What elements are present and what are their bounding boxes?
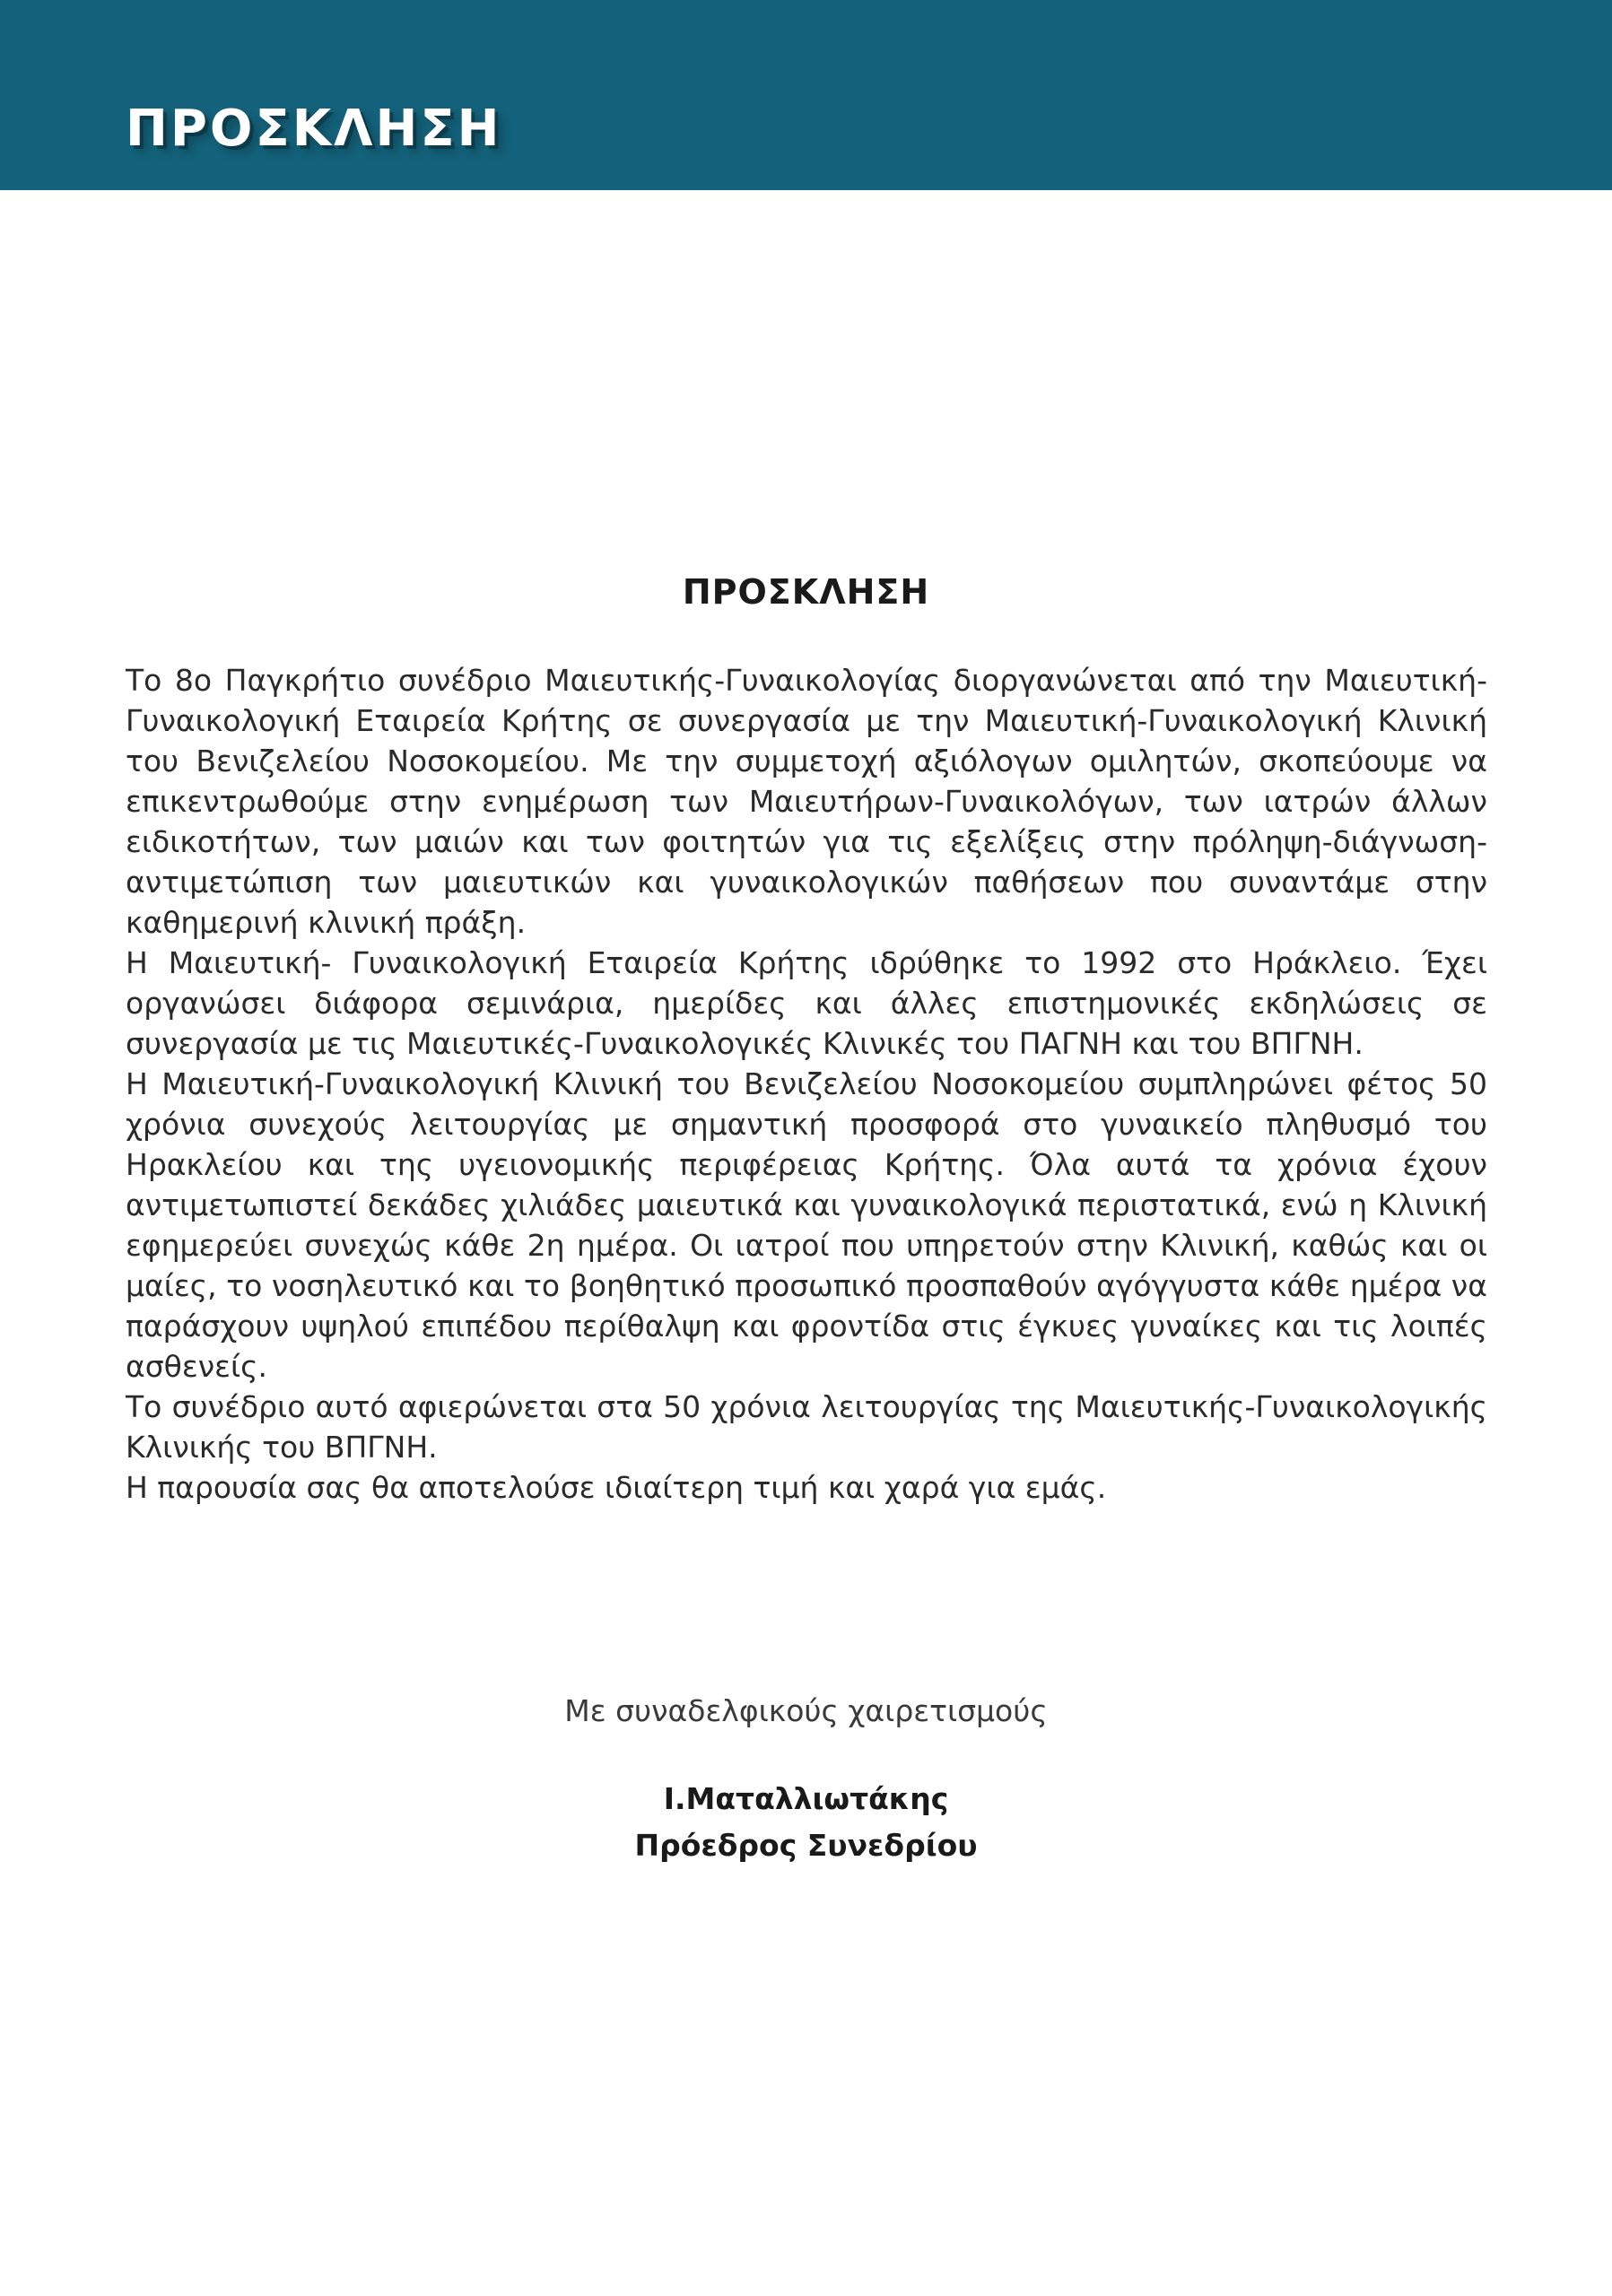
signer-role: Πρόεδρος Συνεδρίου <box>634 1828 978 1863</box>
signature-block <box>0 1776 1612 1869</box>
body-paragraph: Η παρουσία σας θα αποτελούσε ιδιαίτερη τιμή και χαρά για εμάς. <box>126 1470 1107 1505</box>
body-paragraph: Το 8ο Παγκρήτιο συνέδριο Μαιευτικής-Γυναικολογίας διοργανώνεται από την Μαιευτική-Γυναικολογική Εταιρεία Κρήτης σε συνεργασία με την Μαιευτική-Γυναικολογική Κλινική του Βενιζελείου Νοσοκομείου. Με την συμμετοχή αξιόλογων ομιλητών, σκοπεύουμε να επικεντρωθούμε στην ενημέρωση των Μαιευτήρων-Γυναικολόγων, των ιατρών άλλων ειδικοτήτων, των μαιών και των φοιτητών για τις εξελίξεις στην πρόληψη-διάγνωση-αντιμετώπιση των μαιευτικών και γυναικολογικών παθήσεων που συναντάμε στην καθημερινή κλινική πράξη. <box>126 663 1487 940</box>
body-paragraph: Η Μαιευτική-Γυναικολογική Κλινική του Βενιζελείου Νοσοκομείου συμπληρώνει φέτος 50 χρόνια συνεχούς λειτουργίας με σημαντική προσφορά στο γυναικείο πληθυσμό του Ηρακλείου και της υγειονομικής περιφέρειας Κρήτης. Όλα αυτά τα χρόνια έχουν αντιμετωπιστεί δεκάδες χιλιάδες μαιευτικά και γυναικολογικά περιστατικά, ενώ η Κλινική εφημερεύει συνεχώς κάθε 2η ημέρα. Οι ιατροί που υπηρετούν στην Κλινική, καθώς και οι μαίες, το νοσηλευτικό και το βοηθητικό προσωπικό προσπαθούν αγόγγυστα κάθε ημέρα να παράσχουν υψηλού επιπέδου περίθαλψη και φροντίδα στις έγκυες γυναίκες και τις λοιπές ασθενείς. <box>126 1066 1487 1384</box>
document-title: ΠΡΟΣΚΛΗΣΗ <box>682 572 930 612</box>
invitation-body <box>126 660 1487 1508</box>
header-title: ΠΡΟΣΚΛΗΣΗ <box>126 100 502 158</box>
signer-name: Ι.Ματαλλιωτάκης <box>663 1781 949 1816</box>
body-paragraph: Το συνέδριο αυτό αφιερώνεται στα 50 χρόνια λειτουργίας της Μαιευτικής-Γυναικολογικής Κλινικής του ΒΠΓΝΗ. <box>126 1389 1487 1465</box>
closing-greeting: Με συναδελφικούς χαιρετισμούς <box>564 1693 1048 1728</box>
body-paragraph: Η Μαιευτική- Γυναικολογική Εταιρεία Κρήτης ιδρύθηκε το 1992 στο Ηράκλειο. Έχει οργανώσει διάφορα σεμινάρια, ημερίδες και άλλες επιστημονικές εκδηλώσεις σε συνεργασία με τις Μαιευτικές-Γυναικολογικές Κλινικές του ΠΑΓΝΗ και του ΒΠΓΝΗ. <box>126 945 1487 1061</box>
header-bar <box>0 0 1612 190</box>
